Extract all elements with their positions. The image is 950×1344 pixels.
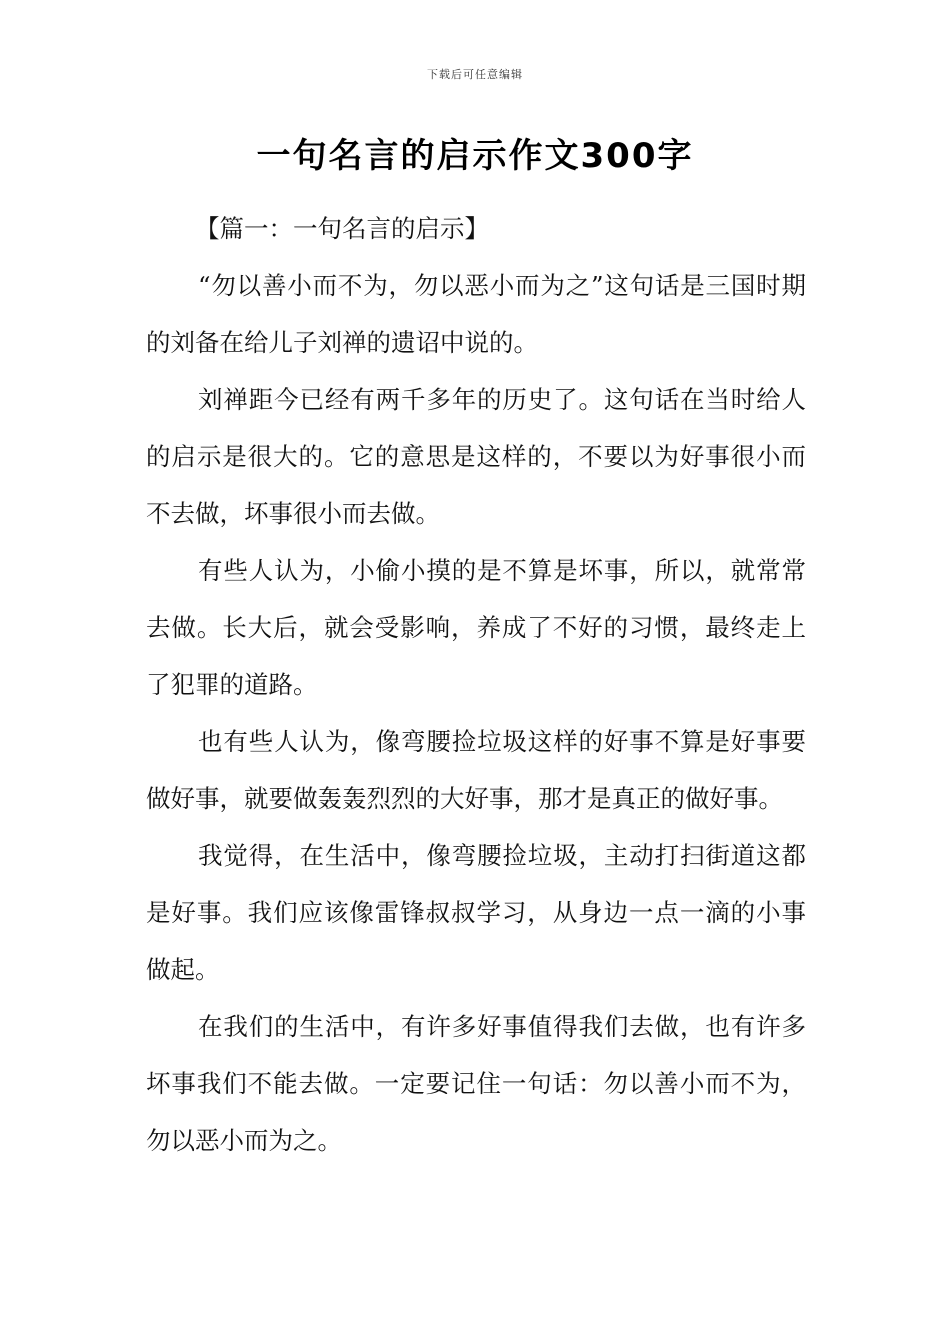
document-body [146, 200, 806, 1169]
paragraph: 刘禅距今已经有两千多年的历史了。这句话在当时给人的启示是很大的。它的意思是这样的，不要以为好事很小而不去做，坏事很小而去做。 [146, 385, 806, 528]
paragraph: 在我们的生活中，有许多好事值得我们去做，也有许多坏事我们不能去做。一定要记住一句话：勿以善小而不为，勿以恶小而为之。 [146, 1012, 806, 1155]
header-note: 下载后可任意编辑 [427, 68, 523, 81]
paragraph: “勿以善小而不为，勿以恶小而为之”这句话是三国时期的刘备在给儿子刘禅的遗诏中说的。 [146, 271, 806, 357]
paragraph: 我觉得，在生活中，像弯腰捡垃圾，主动打扫街道这都是好事。我们应该像雷锋叔叔学习，从身边一点一滴的小事做起。 [146, 841, 806, 984]
document-title: 一句名言的启示作文300字 [256, 136, 694, 176]
paragraph: 也有些人认为，像弯腰捡垃圾这样的好事不算是好事要做好事，就要做轰轰烈烈的大好事，那才是真正的做好事。 [146, 727, 806, 813]
paragraph: 有些人认为，小偷小摸的是不算是坏事，所以，就常常去做。长大后，就会受影响，养成了不好的习惯，最终走上了犯罪的道路。 [146, 556, 806, 699]
section-heading: 【篇一：一句名言的启示】 [195, 214, 489, 243]
